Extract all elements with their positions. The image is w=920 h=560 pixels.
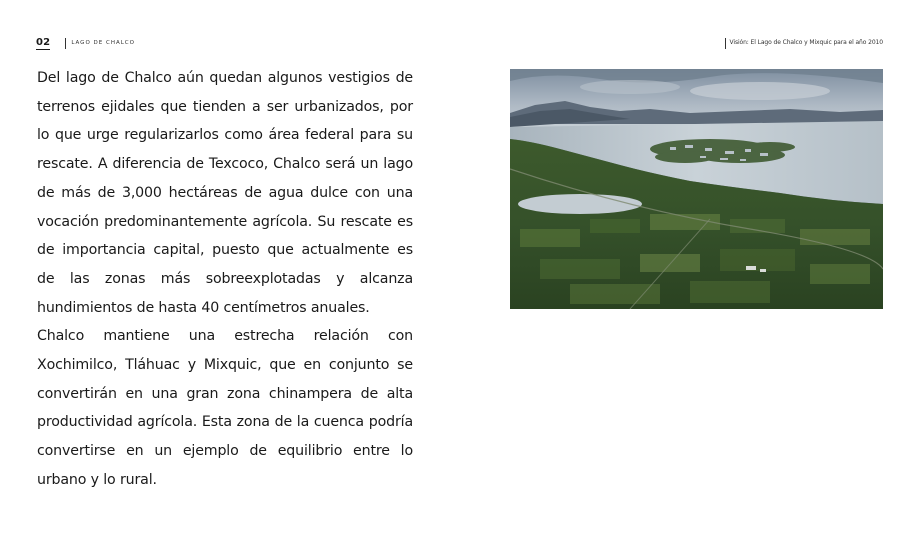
paragraph-1: Del lago de Chalco aún quedan algunos vestigios de terrenos ejidales que tienden a ser urbanizados, por lo que urge regularizarlos como área federal para su rescate. A diferencia de Texcoco, Chalco será un lago de más de 3,000 hectáreas de agua dulce con una vocación predominantemente agrícola. Su rescate es de importancia capital, puesto que actualmente es de las zonas más sobreexplotadas y alcanza hundimientos de hasta 40 centímetros anuales. (37, 70, 413, 316)
paragraph-2: Chalco mantiene una estrecha relación con Xochimilco, Tláhuac y Mixquic, que en conjunto se convertirán en una gran zona chinampera de alta productividad agrícola. Esta zona de la cuenca podría convertirse en un ejemplo de equilibrio entre lo urbano y lo rural. (37, 328, 413, 488)
header-divider (65, 38, 66, 49)
header-divider (725, 38, 726, 49)
page-header-right (725, 37, 884, 49)
page-number: 02 (36, 36, 51, 48)
cloud (580, 80, 680, 94)
cloud (690, 82, 830, 100)
running-title: Visión: El Lago de Chalco y Mixquic para el año 2010 (729, 39, 883, 46)
page-header-left (36, 37, 135, 49)
aerial-landscape-illustration (510, 69, 883, 309)
aerial-photo-lake-chalco (510, 69, 883, 309)
section-title: LAGO DE CHALCO (71, 40, 135, 46)
small-pond (518, 194, 642, 214)
body-text (37, 64, 413, 495)
